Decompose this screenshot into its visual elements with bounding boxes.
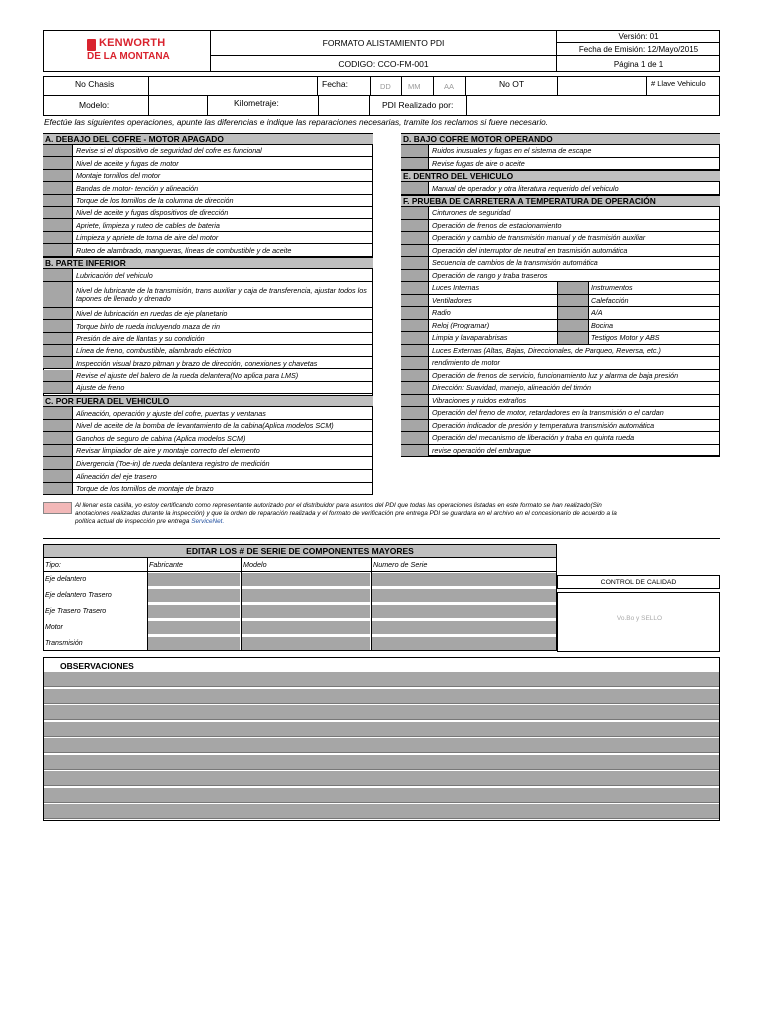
component-type-label: Eje Trasero Trasero [45, 608, 107, 615]
header-divider [43, 571, 557, 572]
checklist-checkbox[interactable] [43, 345, 73, 356]
checklist-item-label: Línea de freno, combustible, alambrado eléctrico [76, 346, 232, 356]
checklist-item-label: Ajuste de freno [76, 383, 125, 393]
checklist-item-label: Ruteo de alambrado, mangueras, líneas de combustible y de aceite [76, 245, 292, 255]
component-input-cell[interactable] [372, 621, 556, 634]
doc-emission: Fecha de Emisión: 12/Mayo/2015 [557, 43, 720, 56]
checklist-checkbox[interactable] [43, 308, 73, 319]
column-header: Fabricante [149, 560, 183, 569]
checklist-item-label: Torque de los tornillos de montaje de brazo [76, 484, 214, 494]
component-input-cell[interactable] [148, 605, 240, 618]
section-c-title: C. POR FUERA DEL VEHICULO [43, 395, 373, 407]
checklist-item-label: Torque de los tornillos de la columna de dirección [76, 196, 234, 205]
component-input-cell[interactable] [372, 605, 556, 618]
cert-line2: anotaciones realizadas durante la inspección) y que la orden de reparación realizada y el formato de verificación pre entrega PDI se guardara en el archivo en el concesionario de acuerdo a la [75, 510, 617, 518]
checklist-checkbox[interactable] [401, 420, 429, 432]
checklist-checkbox[interactable] [401, 370, 429, 382]
checklist-checkbox[interactable] [401, 445, 429, 457]
checklist-checkbox[interactable] [401, 232, 429, 244]
ot-label: No OT [499, 79, 525, 89]
checklist-item-label: Divergencia (Toe-in) de rueda delantera registro de medición [76, 458, 270, 468]
checklist-item-label: Operación del freno de motor, retardadores en la transmisión o el cardan [432, 408, 664, 418]
pdi-field[interactable] [466, 95, 720, 116]
fecha-mm-field[interactable] [402, 76, 434, 95]
observation-line[interactable] [44, 689, 719, 704]
km-field[interactable] [318, 95, 370, 116]
pdi-label: PDI Realizado por: [382, 100, 454, 110]
doc-page: Página 1 de 1 [613, 59, 664, 69]
component-type-label: Eje delantero Trasero [45, 592, 112, 599]
checklist-item-label: Ruidos inusuales y fugas en el sistema de escape [432, 146, 592, 156]
checklist-item-label: Manual de operador y otra literatura requerido del vehiculo [432, 183, 619, 193]
checklist-item-label: Ganchos de seguro de cabina (Aplica modelos SCM) [76, 433, 246, 443]
component-input-cell[interactable] [242, 605, 370, 618]
chasis-field[interactable] [148, 76, 318, 95]
observation-line[interactable] [44, 788, 719, 803]
checklist-item-label: Operación de rango y traba traseros [432, 270, 548, 280]
observation-line[interactable] [44, 672, 719, 687]
checklist-item-label: Operación y cambio de transmisión manual y de trasmisión auxiliar [432, 233, 646, 243]
doc-code: CODIGO: CCO-FM-001 [211, 56, 557, 72]
cert-line3: política actual de inspección pre entrega [75, 518, 190, 526]
checklist-item-label: Operación del mecanismo de liberación y traba en quinta rueda [432, 433, 635, 443]
doc-version: Versión: 01 [557, 30, 720, 43]
section-a-title: A. DEBAJO DEL COFRE - MOTOR APAGADO [43, 133, 373, 145]
column-header: Modelo [243, 560, 267, 569]
checklist-checkbox[interactable] [43, 357, 73, 368]
checklist-checkbox[interactable] [401, 257, 429, 269]
cert-line1: Al llenar esta casilla, yo estoy certificando como representante autorizado por el distribuidor para asuntos del PDI que todas las operaciones listadas en este formato se han realizado(Sin [75, 502, 602, 509]
modelo-label: Modelo: [79, 100, 110, 110]
checklist-checkbox[interactable] [557, 332, 589, 344]
component-type-label: Transmisión [45, 640, 83, 647]
checklist-item-label: Secuencia de cambios de la transmisión automática [432, 258, 598, 268]
checklist-checkbox[interactable] [43, 170, 73, 181]
checklist-checkbox[interactable] [401, 395, 429, 407]
checklist-item-label: Inspección visual brazo pitman y brazo de dirección, conexiones y chavetas [76, 358, 318, 368]
fecha-dd-placeholder: DD [380, 82, 391, 91]
checklist-item-label: Nivel de lubricación en ruedas de eje planetario [76, 309, 228, 319]
component-input-cell[interactable] [242, 589, 370, 602]
checklist-checkbox[interactable] [43, 370, 73, 381]
checklist-item-label: Operación de frenos de servicio, funcionamiento luz y alarma de baja presión [432, 370, 679, 380]
logo-line2: DE LA MONTANA [87, 51, 170, 62]
checklist-checkbox[interactable] [557, 320, 589, 332]
component-input-cell[interactable] [148, 573, 240, 586]
checklist-checkbox[interactable] [401, 357, 429, 369]
checklist-item-label: Luces Externas (Altas, Bajas, Direccionales, de Parqueo, Reversa, etc.) [432, 345, 661, 355]
checklist-item-label: Revise el ajuste del balero de la rueda delantera(No aplica para LMS) [76, 370, 299, 380]
checklist-item-label: Instrumentos [591, 284, 633, 292]
fecha-label: Fecha: [322, 79, 348, 89]
header-logo-cell [43, 30, 211, 72]
checklist-checkbox[interactable] [43, 382, 73, 393]
ot-field[interactable] [557, 76, 647, 95]
checklist-item-label: Vibraciones y ruidos extraños [432, 395, 527, 405]
checklist-checkbox[interactable] [43, 207, 73, 218]
checklist-checkbox[interactable] [43, 195, 73, 206]
column-header: Tipo: [45, 560, 61, 569]
checklist-checkbox[interactable] [557, 295, 589, 307]
checklist-item-label: Nivel de aceite y fugas dispositivos de dirección [76, 208, 229, 218]
checklist-checkbox[interactable] [401, 407, 429, 419]
checklist-checkbox[interactable] [43, 333, 73, 344]
quality-control-label: CONTROL DE CALIDAD [557, 575, 720, 589]
checklist-item-label: Revise fugas de aire o aceite [432, 158, 525, 168]
checklist-item-label: Torque birlo de rueda incluyendo maza de rin [76, 321, 220, 331]
cert-checkbox[interactable] [43, 502, 72, 514]
checklist-checkbox[interactable] [43, 219, 73, 230]
checklist-item-label: Bandas de motor- tención y alineación [76, 183, 199, 193]
column-header: Numero de Serie [373, 560, 428, 569]
checklist-checkbox[interactable] [401, 182, 429, 194]
component-input-cell[interactable] [242, 573, 370, 586]
checklist-item-label: Limpia y lavaparabrisas [432, 334, 508, 342]
checklist-checkbox[interactable] [43, 244, 73, 255]
section-e-title: E. DENTRO DEL VEHICULO [401, 170, 720, 182]
checklist-item-label: Montaje tornillos del motor [76, 171, 161, 181]
component-input-cell[interactable] [242, 621, 370, 634]
checklist-item-label: Bocina [591, 321, 613, 330]
checklist-checkbox[interactable] [43, 457, 73, 469]
checklist-item-label: Limpieza y apriete de toma de aire del motor [76, 233, 219, 243]
component-type-label: Motor [45, 624, 63, 631]
checklist-item-label: Ventiladores [432, 296, 472, 305]
observations-title: OBSERVACIONES [60, 661, 134, 671]
checklist-checkbox[interactable] [401, 432, 429, 444]
observation-line[interactable] [44, 755, 719, 770]
checklist-checkbox[interactable] [401, 158, 429, 170]
checklist-checkbox[interactable] [43, 320, 73, 331]
checklist-checkbox[interactable] [43, 483, 73, 495]
llave-label: # Llave Vehiculo [651, 79, 706, 88]
logo-emblem-icon [87, 39, 96, 51]
checklist-checkbox[interactable] [401, 307, 429, 319]
checklist-checkbox[interactable] [43, 282, 73, 307]
component-type-label: Eje delantero [45, 576, 87, 583]
observation-line[interactable] [44, 738, 719, 753]
checklist-item-label: rendimiento de motor [432, 358, 500, 368]
component-input-cell[interactable] [372, 637, 556, 650]
checklist-item-label: Nivel de aceite y fugas de motor [76, 158, 179, 168]
logo-line1: KENWORTH [99, 37, 166, 49]
cert-text [75, 502, 720, 527]
fecha-aa-placeholder: AA [444, 82, 455, 91]
checklist-checkbox[interactable] [401, 145, 429, 157]
checklist-checkbox[interactable] [401, 345, 429, 357]
fecha-mm-placeholder: MM [408, 82, 421, 91]
checklist-checkbox[interactable] [401, 332, 429, 344]
checklist-checkbox[interactable] [43, 420, 73, 432]
checklist-item-label: Operación indicador de presión y temperatura transmisión automática [432, 420, 655, 430]
checklist-checkbox[interactable] [401, 295, 429, 307]
servicenet-link[interactable]: ServiceNet. [191, 518, 225, 526]
checklist-item-label: Nivel de lubricante de la transmisión, trans auxiliar y caja de transferencia, ajustar todos los tapones de llenado y drenado [76, 286, 367, 303]
checklist-item-label: Operación del interruptor de neutral en trasmisión automática [432, 245, 628, 255]
km-label: Kilometraje: [234, 98, 279, 108]
checklist-checkbox[interactable] [401, 220, 429, 232]
checklist-checkbox[interactable] [43, 145, 73, 156]
checklist-checkbox[interactable] [557, 282, 589, 294]
checklist-item-label: revise operación del embrague [432, 445, 531, 455]
checklist-item-label: Luces Internas [432, 284, 480, 292]
checklist-item-label: Revisar limpiador de aire y montaje correcto del elemento [76, 446, 260, 456]
checklist-checkbox[interactable] [401, 245, 429, 257]
checklist-checkbox[interactable] [401, 382, 429, 394]
observation-line[interactable] [44, 722, 719, 737]
checklist-checkbox[interactable] [43, 470, 73, 482]
checklist-item-label: Dirección: Suavidad, manejo, alineación del timón [432, 383, 592, 393]
components-title: EDITAR LOS # DE SERIE DE COMPONENTES MAYORES [43, 544, 557, 558]
component-input-cell[interactable] [372, 573, 556, 586]
checklist-item-label: Alineación, operación y ajuste del cofre, puertas y ventanas [76, 408, 266, 418]
checklist-item-label: Presión de aire de llantas y su condición [76, 333, 205, 343]
checklist-item-label: Testigos Motor y ABS [591, 334, 660, 342]
logo [87, 37, 171, 65]
fecha-aa-field[interactable] [434, 76, 466, 95]
observation-line[interactable] [44, 771, 719, 786]
checklist-item-label: Calefacción [591, 296, 629, 305]
checklist-checkbox[interactable] [557, 307, 589, 319]
checklist-checkbox[interactable] [43, 182, 73, 193]
checklist-checkbox[interactable] [43, 232, 73, 243]
stamp-label: Vo.Bo y SELLO [616, 615, 663, 622]
checklist-item-label: Operación de frenos de estacionamiento [432, 220, 562, 230]
component-input-cell[interactable] [372, 589, 556, 602]
component-input-cell[interactable] [148, 637, 240, 650]
cert-divider [43, 538, 720, 539]
checklist-item-label: Nivel de aceite de la bomba de levantamiento de la cabina(Aplica modelos SCM) [76, 421, 334, 431]
checklist-checkbox[interactable] [43, 407, 73, 419]
checklist-item-label: Radio [432, 309, 451, 317]
checklist-checkbox[interactable] [401, 282, 429, 294]
checklist-checkbox[interactable] [43, 157, 73, 168]
fecha-dd-field[interactable] [370, 76, 402, 95]
checklist-item-label: A/A [591, 309, 603, 317]
observation-line[interactable] [44, 705, 719, 720]
checklist-checkbox[interactable] [401, 320, 429, 332]
checklist-item-label: Apriete, limpieza y ruteo de cables de bateria [76, 220, 220, 230]
section-b-title: B. PARTE INFERIOR [43, 257, 373, 269]
instructions-text: Efectúe las siguientes operaciones, apunte las diferencias e indique las reparaciones necesarias, tramite los reclamos si fuere necesario. [44, 117, 549, 127]
checklist-item-label: Cinturones de seguridad [432, 208, 511, 218]
checklist-checkbox[interactable] [43, 269, 73, 281]
component-input-cell[interactable] [148, 589, 240, 602]
component-input-cell[interactable] [242, 637, 370, 650]
component-input-cell[interactable] [148, 621, 240, 634]
checklist-item-label: Reloj (Programar) [432, 321, 490, 330]
checklist-checkbox[interactable] [401, 270, 429, 282]
checklist-item-label: Alineación del eje trasero [76, 471, 157, 481]
observation-line[interactable] [44, 804, 719, 819]
checklist-checkbox[interactable] [401, 207, 429, 219]
checklist-item-label: Revise si el dispositivo de seguridad del cofre es funcional [76, 146, 262, 156]
chasis-label: No Chasis [75, 79, 115, 89]
section-f-title: F. PRUEBA DE CARRETERA A TEMPERATURA DE OPERACIÓN [401, 195, 720, 207]
checklist-item-label: Lubricación del vehiculo [76, 270, 153, 280]
checklist-checkbox[interactable] [43, 445, 73, 457]
section-d-title: D. BAJO COFRE MOTOR OPERANDO [401, 133, 720, 145]
quality-stamp-box[interactable] [557, 592, 720, 652]
doc-title: FORMATO ALISTAMIENTO PDI [211, 30, 557, 56]
modelo-field[interactable] [148, 95, 208, 116]
checklist-checkbox[interactable] [43, 432, 73, 444]
